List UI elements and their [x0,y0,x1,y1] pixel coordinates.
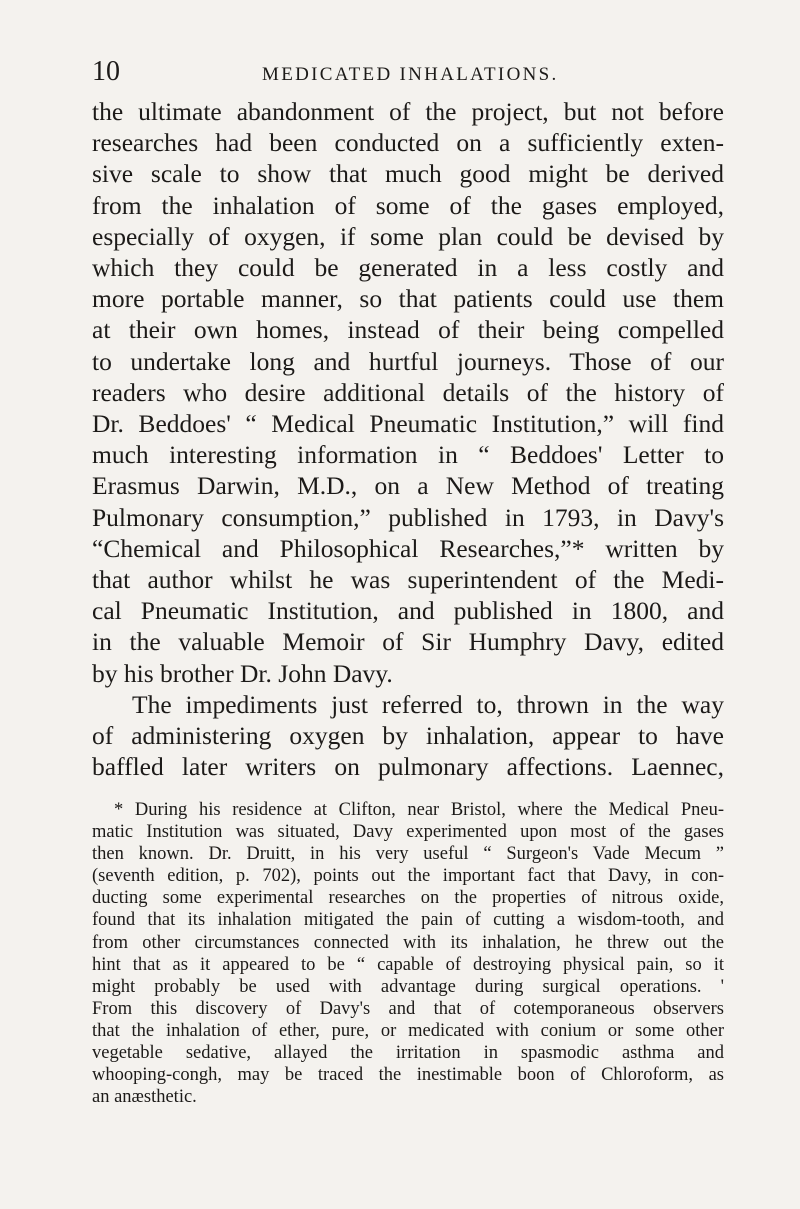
body-line: sive scale to show that much good might be derived [92,159,724,189]
body-line: to undertake long and hurtful journeys. Those of our [92,346,724,376]
body-line: more portable manner, so that patients could use them [92,284,724,314]
footnote-line-last: an anæsthetic. [92,1087,197,1108]
page-number: 10 [92,56,120,87]
page-header [0,58,800,88]
body-line: at their own homes, instead of their being compelled [92,315,724,345]
body-line: much interesting information in “ Beddoes' Letter to [92,440,724,470]
body-line: baffled later writers on pulmonary affections. Laennec, [92,752,724,782]
footnote-line: from other circumstances connected with its inhalation, he threw out the [92,932,724,953]
body-line: Pulmonary consumption,” published in 1793, in Davy's [92,502,724,532]
running-head: MEDICATED INHALATIONS. [262,64,559,85]
body-line: especially of oxygen, if some plan could be devised by [92,221,724,251]
body-line: readers who desire additional details of the history of [92,377,724,407]
footnote-line: From this discovery of Davy's and that of cotemporaneous observers [92,998,724,1019]
body-text [92,96,724,782]
footnote-line: then known. Dr. Druitt, in his very useful “ Surgeon's Vade Mecum ” [92,844,724,865]
footnote-line: hint that as it appeared to be “ capable of destroying physical pain, so it [92,954,724,975]
body-line: researches had been conducted on a sufficiently exten- [92,128,724,158]
body-line: of administering oxygen by inhalation, appear to have [92,721,724,751]
body-line: Erasmus Darwin, M.D., on a New Method of treating [92,471,724,501]
body-line-paragraph-end: by his brother Dr. John Davy. [92,658,393,688]
footnote-line-first: * During his residence at Clifton, near Bristol, where the Medical Pneu- [114,800,724,820]
footnote-line: vegetable sedative, allayed the irritation in spasmodic asthma and [92,1043,724,1064]
footnote-line: might probably be used with advantage during surgical operations. ' [92,976,724,997]
body-line-paragraph-start: The impediments just referred to, thrown in the way [132,689,724,719]
footnote-line: found that its inhalation mitigated the pain of cutting a wisdom-tooth, and [92,910,724,931]
footnote-line: ducting some experimental researches on the properties of nitrous oxide, [92,888,724,909]
body-line: from the inhalation of some of the gases employed, [92,190,724,220]
footnote-line: whooping-congh, may be traced the inestimable boon of Chloroform, as [92,1065,724,1086]
footnote [92,799,724,1108]
body-line: the ultimate abandonment of the project, but not before [92,97,724,126]
body-line: cal Pneumatic Institution, and published in 1800, and [92,596,724,626]
body-line: which they could be generated in a less costly and [92,253,724,283]
footnote-line: that the inhalation of ether, pure, or medicated with conium or some other [92,1020,724,1041]
body-line: Dr. Beddoes' “ Medical Pneumatic Institution,” will find [92,409,724,439]
body-line: “Chemical and Philosophical Researches,”* written by [92,533,724,563]
footnote-line: (seventh edition, p. 702), points out the important fact that Davy, in con- [92,866,724,887]
body-line: in the valuable Memoir of Sir Humphry Davy, edited [92,627,724,657]
footnote-line: matic Institution was situated, Davy experimented upon most of the gases [92,822,724,843]
body-line: that author whilst he was superintendent of the Medi- [92,565,724,595]
